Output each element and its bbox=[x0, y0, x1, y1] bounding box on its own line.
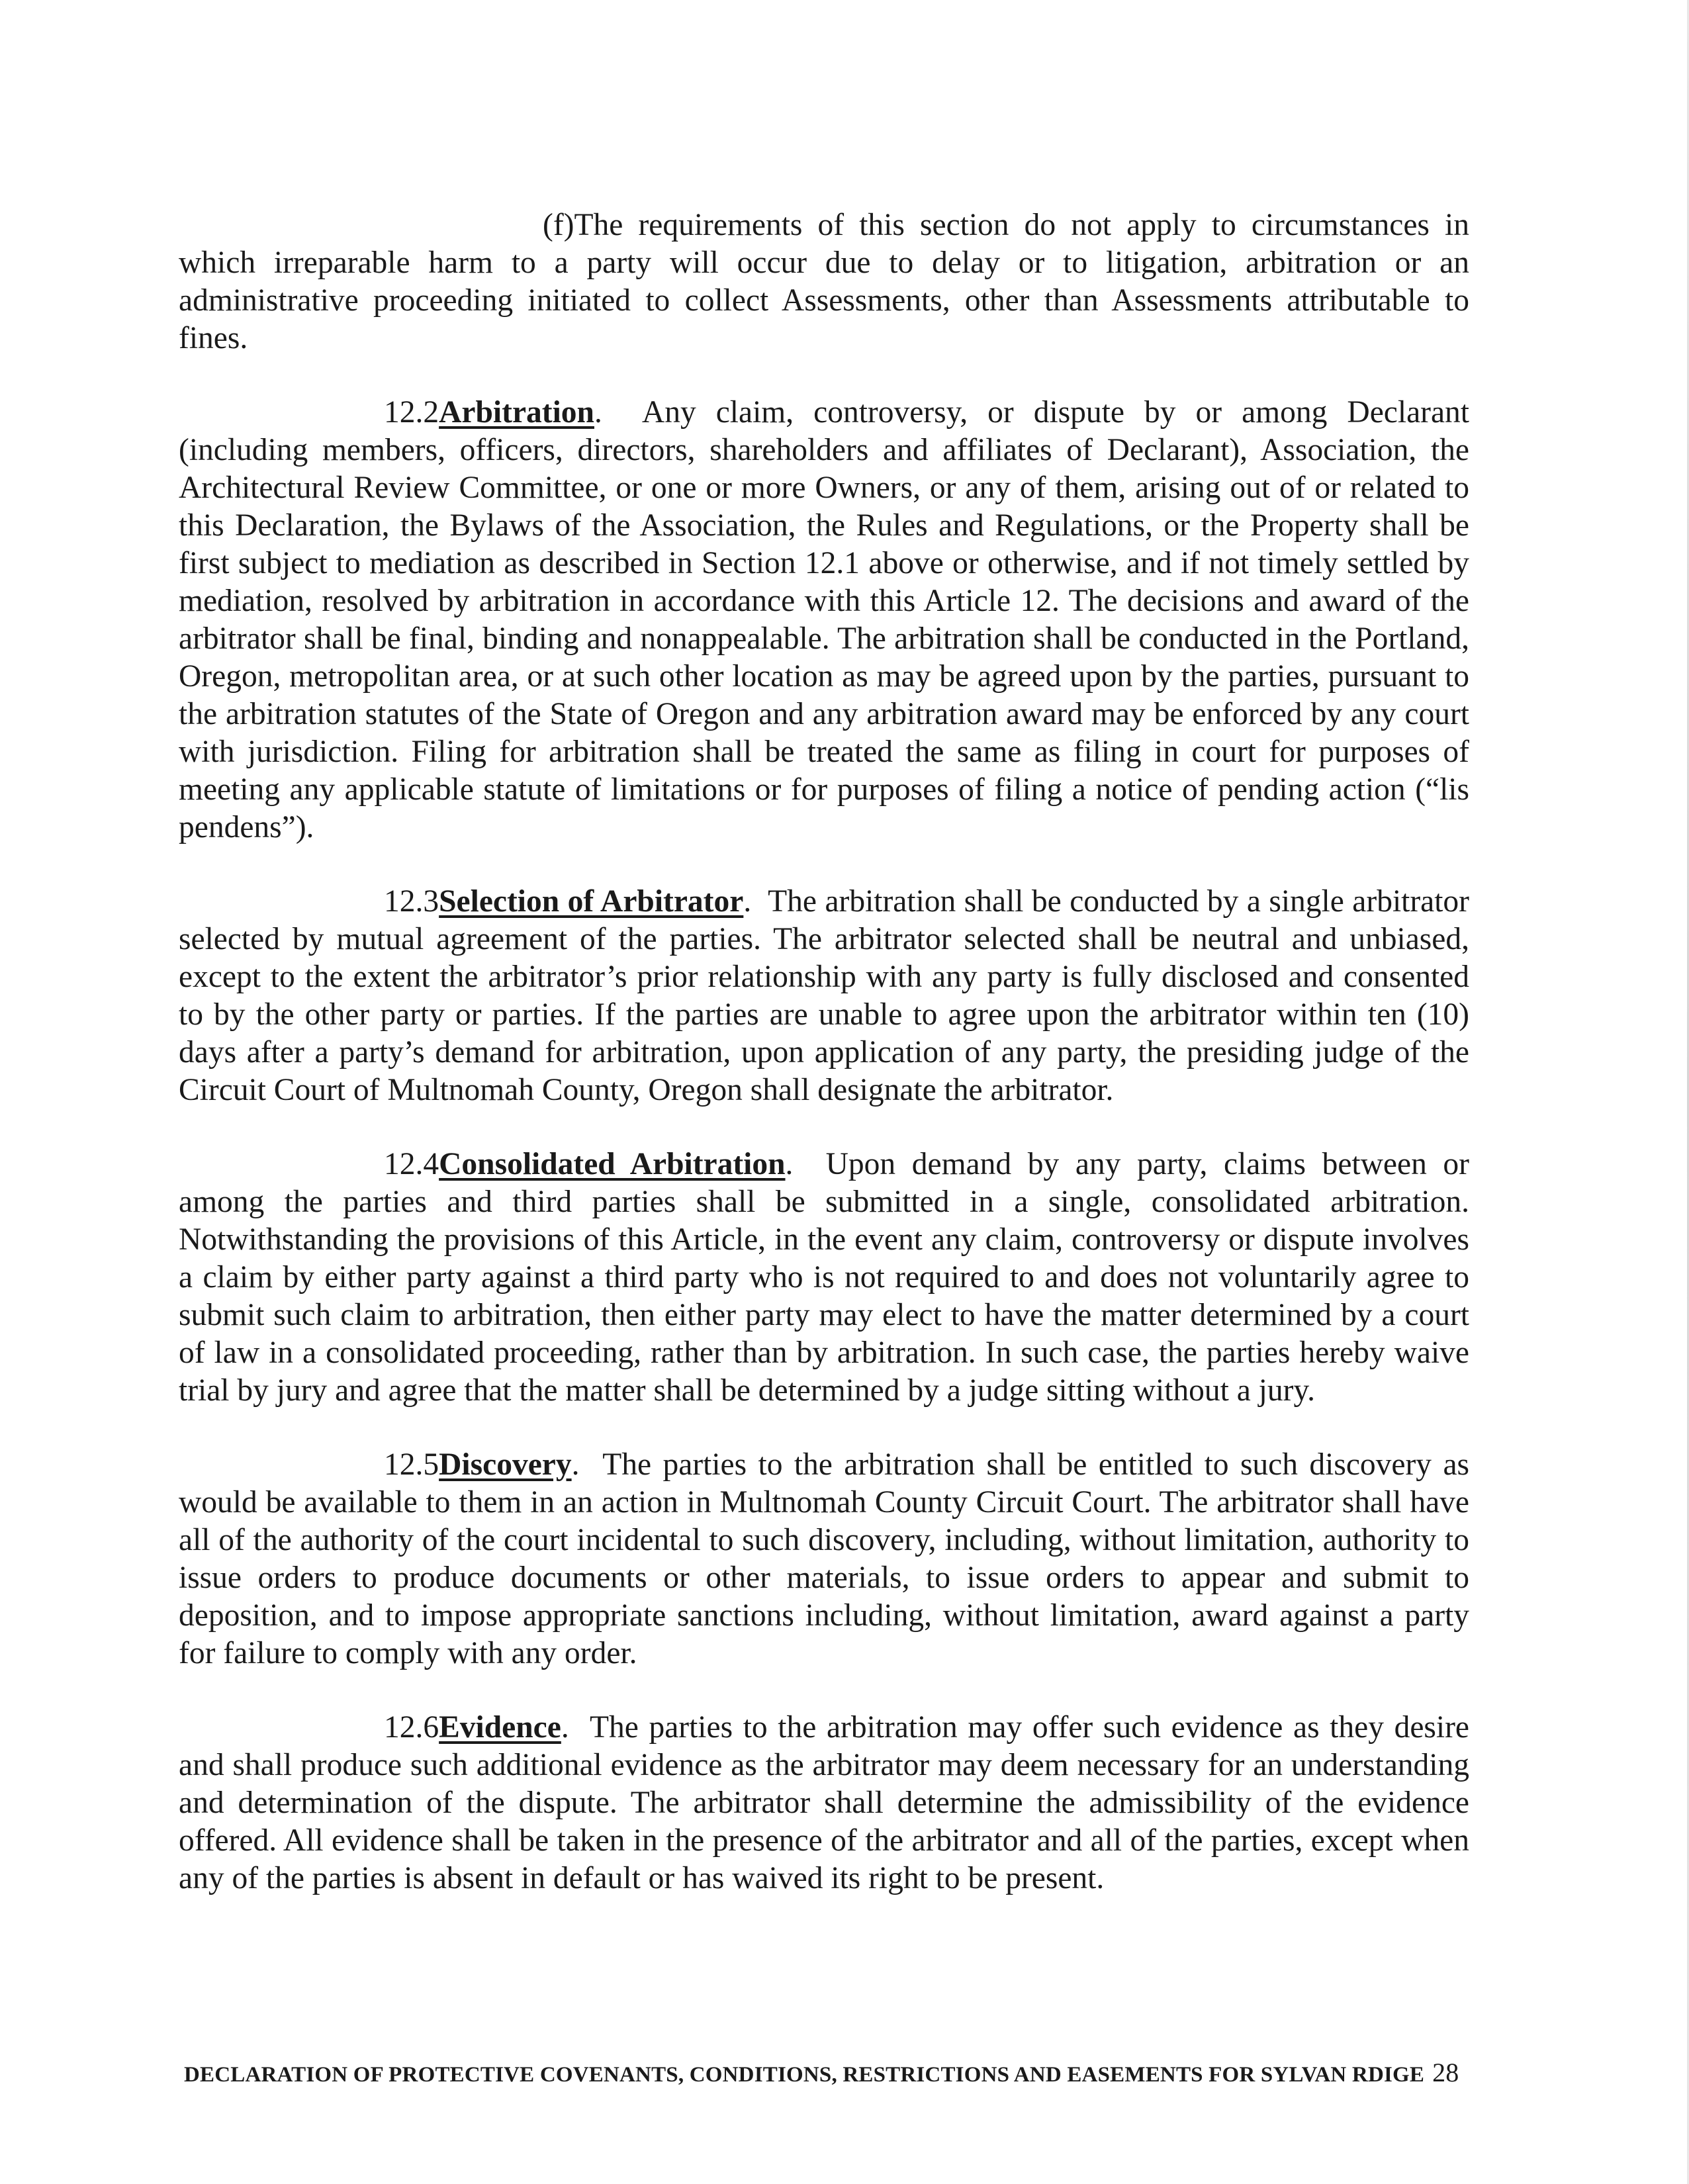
section-text: Any claim, controversy, or dispute by or among Declarant (including members, officers, directors, shareholders and affiliates of Declarant), Association, the Architectural Review Committee, or one or more Owners, or any of them, arising out of or related to this Declaration, the Bylaws of the Association, the Rules and Regulations, or the Property shall be first subject to mediation as described in Section 12.1 above or otherwise, and if not timely settled by mediation, resolved by arbitration in accordance with this Article 12. The decisions and award of the arbitrator shall be final, binding and nonappealable. The arbitration shall be conducted in the Portland, Oregon, metropolitan area, or at such other location as may be agreed upon by the parties, pursuant to the arbitration statutes of the State of Oregon and any arbitration award may be enforced by any court with jurisdiction. Filing for arbitration shall be treated the same as filing in court for purposes of meeting any applicable statute of limitations or for purposes of filing a notice of pending action (“lis pendens”). bbox=[179, 395, 1469, 844]
heading-period: . bbox=[743, 884, 752, 919]
footer-title: DECLARATION OF PROTECTIVE COVENANTS, CONDITIONS, RESTRICTIONS AND EASEMENTS FOR SYLVAN RDIGE bbox=[184, 2063, 1425, 2087]
section-heading: Consolidated Arbitration bbox=[439, 1147, 786, 1181]
section-heading: Selection of Arbitrator bbox=[439, 884, 744, 919]
paragraph-text: The requirements of this section do not apply to circumstances in which irreparable harm to a party will occur due to delay or to litigation, arbitration or an administrative proceeding initiated to collect Assessments, other than Assessments attributable to fines. bbox=[179, 208, 1469, 355]
page-number: 28 bbox=[1432, 2058, 1459, 2087]
section-number: 12.4 bbox=[384, 1147, 439, 1181]
document-page bbox=[179, 206, 1469, 2099]
section-number: 12.6 bbox=[384, 1710, 439, 1745]
heading-period: . bbox=[561, 1710, 569, 1745]
heading-period: . bbox=[594, 395, 602, 430]
section-text: The parties to the arbitration may offer such evidence as they desire and shall produce such additional evidence as the arbitrator may deem necessary for an understanding and determination of the dispute. The arbitrator shall determine the admissibility of the evidence offered. All evidence shall be taken in the presence of the arbitrator and all of the parties, except when any of the parties is absent in default or has waived its right to be present. bbox=[179, 1710, 1470, 1895]
section-12-2 bbox=[179, 394, 1469, 846]
page-footer bbox=[184, 2057, 1475, 2088]
section-heading: Evidence bbox=[439, 1710, 561, 1745]
section-text: The parties to the arbitration shall be entitled to such discovery as would be available to them in an action in Multnomah County Circuit Court. The arbitrator shall have all of the authority of the court incidental to such discovery, including, without limitation, authority to issue orders to produce documents or other materials, to issue orders to appear and submit to deposition, and to impose appropriate sanctions including, without limitation, award against a party for failure to comply with any order. bbox=[179, 1447, 1470, 1670]
section-12-6 bbox=[179, 1709, 1469, 1897]
section-number: 12.5 bbox=[384, 1447, 439, 1482]
paragraph-f bbox=[179, 206, 1469, 357]
section-number: 12.3 bbox=[384, 884, 439, 919]
heading-period: . bbox=[571, 1447, 580, 1482]
section-12-5 bbox=[179, 1446, 1469, 1672]
section-12-3 bbox=[179, 883, 1469, 1109]
section-heading: Discovery bbox=[439, 1447, 572, 1482]
section-number: 12.2 bbox=[384, 395, 439, 430]
section-text: Upon demand by any party, claims between or among the parties and third parties shall be submitted in a single, consolidated arbitration. Notwithstanding the provisions of this Article, in the event any claim, controversy or dispute involves a claim by either party against a third party who is not required to and does not voluntarily agree to submit such claim to arbitration, then either party may elect to have the matter determined by a court of law in a consolidated proceeding, rather than by arbitration. In such case, the parties hereby waive trial by jury and agree that the matter shall be determined by a judge sitting without a jury. bbox=[179, 1147, 1470, 1408]
section-heading: Arbitration bbox=[439, 395, 594, 430]
heading-period: . bbox=[785, 1147, 794, 1181]
section-text: The arbitration shall be conducted by a single arbitrator selected by mutual agreement of the parties. The arbitrator selected shall be neutral and unbiased, except to the extent the arbitrator’s prior relationship with any party is fully disclosed and consented to by the other party or parties. If the parties are unable to agree upon the arbitrator within ten (10) days after a party’s demand for arbitration, upon application of any party, the presiding judge of the Circuit Court of Multnomah County, Oregon shall designate the arbitrator. bbox=[179, 884, 1469, 1107]
paragraph-number: (f) bbox=[543, 208, 574, 242]
section-12-4 bbox=[179, 1146, 1469, 1410]
